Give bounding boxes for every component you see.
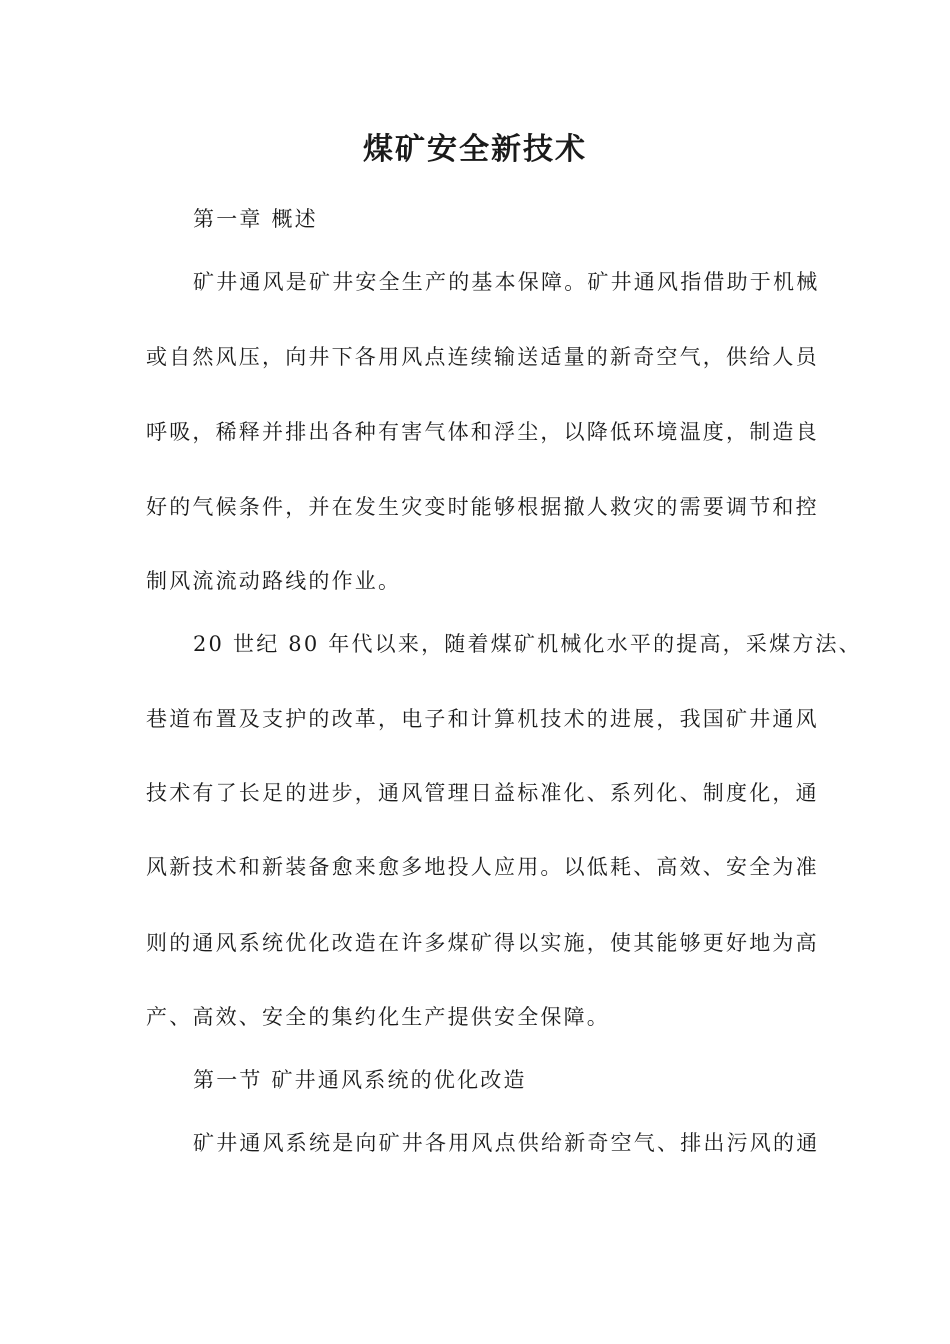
paragraph-line: 技术有了长足的进步，通风管理日益标准化、系列化、制度化，通 [146, 781, 819, 805]
document-title: 煤矿安全新技术 [363, 132, 587, 167]
paragraph-line: 20 世纪 80 年代以来，随着煤矿机械化水平的提高，采煤方法、 [193, 632, 862, 656]
paragraph-line: 矿井通风系统是向矿井各用风点供给新奇空气、排出污风的通 [193, 1131, 820, 1155]
section-heading: 第一节 矿井通风系统的优化改造 [193, 1068, 527, 1092]
paragraph-line: 好的气候条件，并在发生灾变时能够根据撤人救灾的需要调节和控 [146, 495, 819, 519]
paragraph-line: 或自然风压，向井下各用风点连续输送适量的新奇空气，供给人员 [146, 345, 819, 369]
paragraph-line: 产、高效、安全的集约化生产提供安全保障。 [146, 1005, 610, 1029]
paragraph-line: 则的通风系统优化改造在许多煤矿得以实施，使其能够更好地为高 [146, 931, 819, 955]
paragraph-line: 呼吸，稀释并排出各种有害气体和浮尘，以降低环境温度，制造良 [146, 420, 819, 444]
paragraph-line: 风新技术和新装备愈来愈多地投人应用。以低耗、高效、安全为准 [146, 855, 819, 879]
paragraph-line: 矿井通风是矿井安全生产的基本保障。矿井通风指借助于机械 [193, 270, 820, 294]
chapter-heading: 第一章 概述 [193, 207, 318, 231]
paragraph-line: 制风流流动路线的作业。 [146, 569, 402, 593]
paragraph-line: 巷道布置及支护的改革，电子和计算机技术的进展，我国矿井通风 [146, 707, 819, 731]
